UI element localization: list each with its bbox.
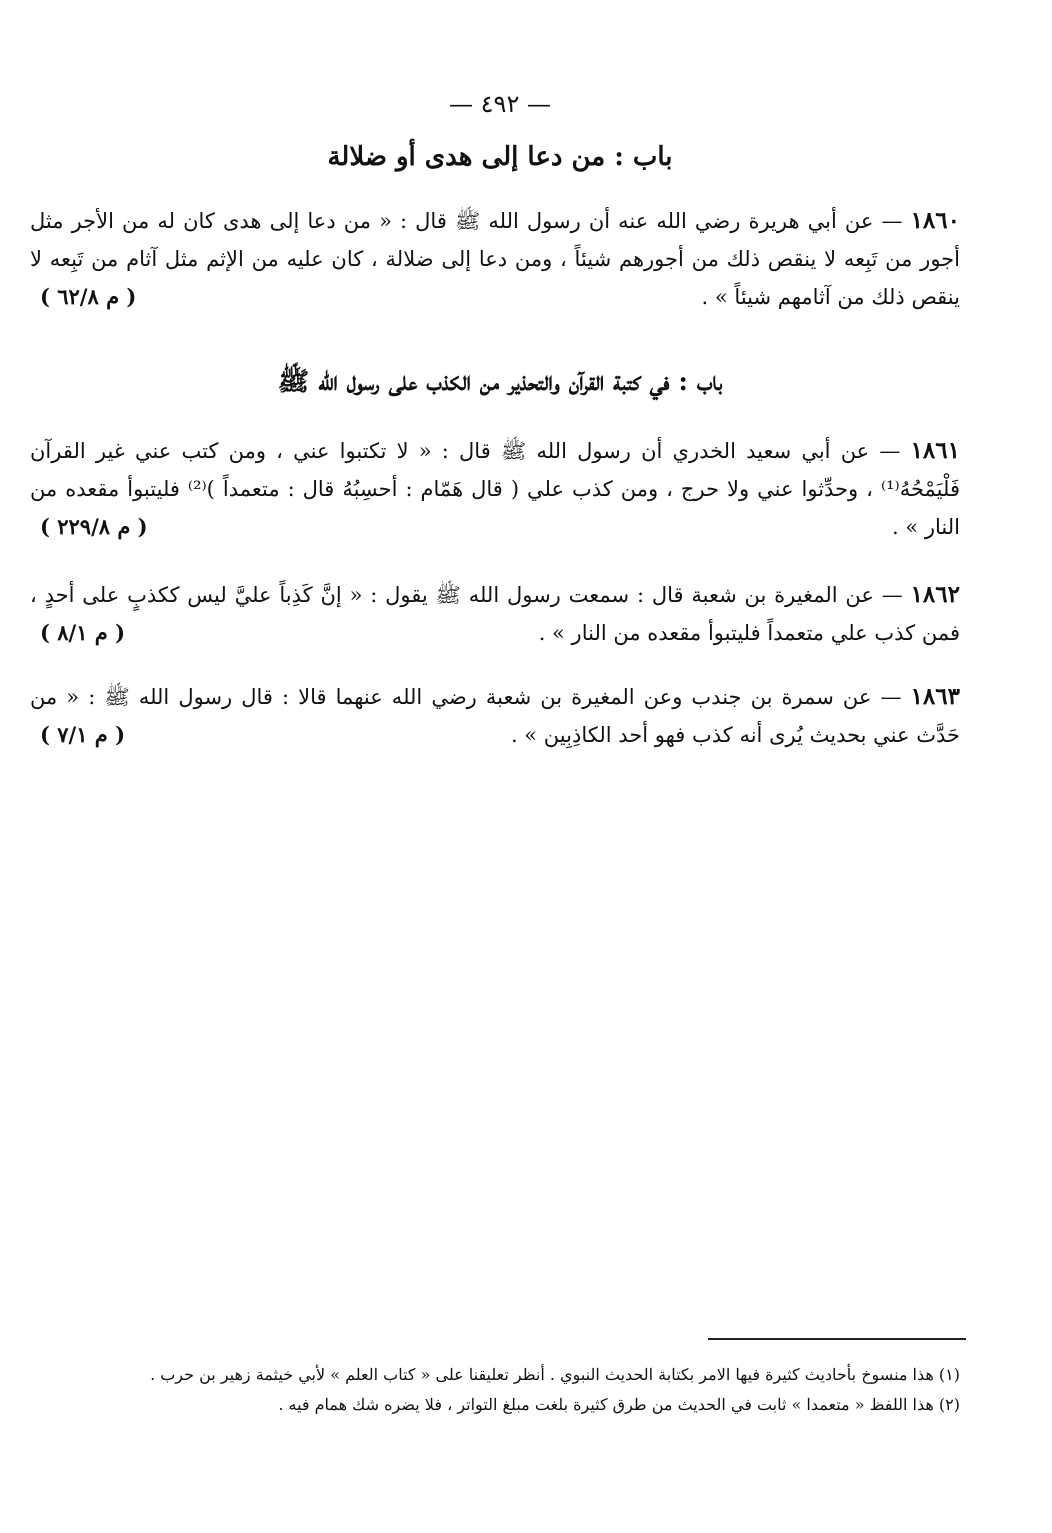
- hadith-reference: ( م ٨/١ ): [40, 620, 126, 645]
- footnote-divider: [708, 1338, 966, 1340]
- footnote-1: (١) هذا منسوخ بأحاديث كثيرة فيها الامر بكتابة الحديث النبوي . أنظر تعليقنا على « كتاب العلم » لأبي خيثمة زهير بن حرب .: [150, 1365, 960, 1384]
- footnote-2: (٢) هذا اللفظ « متعمدا » ثابت في الحديث من طرق كثيرة بلغت مبلغ التواتر ، فلا يضره شك همام فيه .: [278, 1395, 960, 1414]
- footnotes: [100, 1360, 960, 1420]
- hadith-number: ١٨٦٠: [910, 207, 960, 234]
- section-heading-1: باب : من دعا إلى هدى أو ضلالة: [327, 142, 673, 172]
- hadith-number: ١٨٦١: [910, 437, 960, 464]
- hadith-number: ١٨٦٣: [910, 683, 960, 710]
- hadith-text: — عن أبي سعيد الخدري أن رسول الله ﷺ قال : « لا تكتبوا عني ، ومن كتب عني غير القرآن فَلْيَمْحُهُ⁽¹⁾ ، وحدِّثوا عني ولا حرج ، ومن كذب علي ( قال هَمّام : أحسِبُهُ قال : متعمداً )⁽²⁾ فليتبوأ مقعده من النار » .: [30, 439, 960, 539]
- hadith-text: — عن أبي هريرة رضي الله عنه أن رسول الله ﷺ قال : « من دعا إلى هدى كان له من الأجر مثل أجور من تَبِعه لا ينقص ذلك من أجورهم شيئاً ، ومن دعا إلى ضلالة ، كان عليه من الإثم مثل آثام من تَبِعه لا ينقص ذلك من آثامهم شيئاً » .: [30, 209, 960, 309]
- hadith-1862: [30, 576, 960, 652]
- hadith-text: — عن المغيرة بن شعبة قال : سمعت رسول الله ﷺ يقول : « إنَّ كَذِباً عليَّ ليس ككذبٍ على أحدٍ ، فمن كذب علي متعمداً فليتبوأ مقعده من النار » .: [30, 583, 960, 645]
- section-heading-2: باب : في كتبة القرآن والتحذير من الكذب على رسول الله ﷺ: [277, 367, 723, 397]
- page-number: — ٤٩٢ —: [449, 90, 551, 118]
- hadith-1860: [30, 202, 960, 316]
- hadith-reference: ( م ٧/١ ): [40, 722, 126, 747]
- hadith-reference: ( م ٦٢/٨ ): [40, 284, 137, 309]
- hadith-1863: [30, 678, 960, 754]
- hadith-text: — عن سمرة بن جندب وعن المغيرة بن شعبة رضي الله عنهما قالا : قال رسول الله ﷺ : « من حَدَّث عني بحديث يُرى أنه كذب فهو أحد الكاذِبِين » .: [30, 685, 960, 747]
- hadith-number: ١٨٦٢: [910, 581, 960, 608]
- hadith-reference: ( م ٢٢٩/٨ ): [40, 514, 148, 539]
- hadith-1861: [30, 432, 960, 546]
